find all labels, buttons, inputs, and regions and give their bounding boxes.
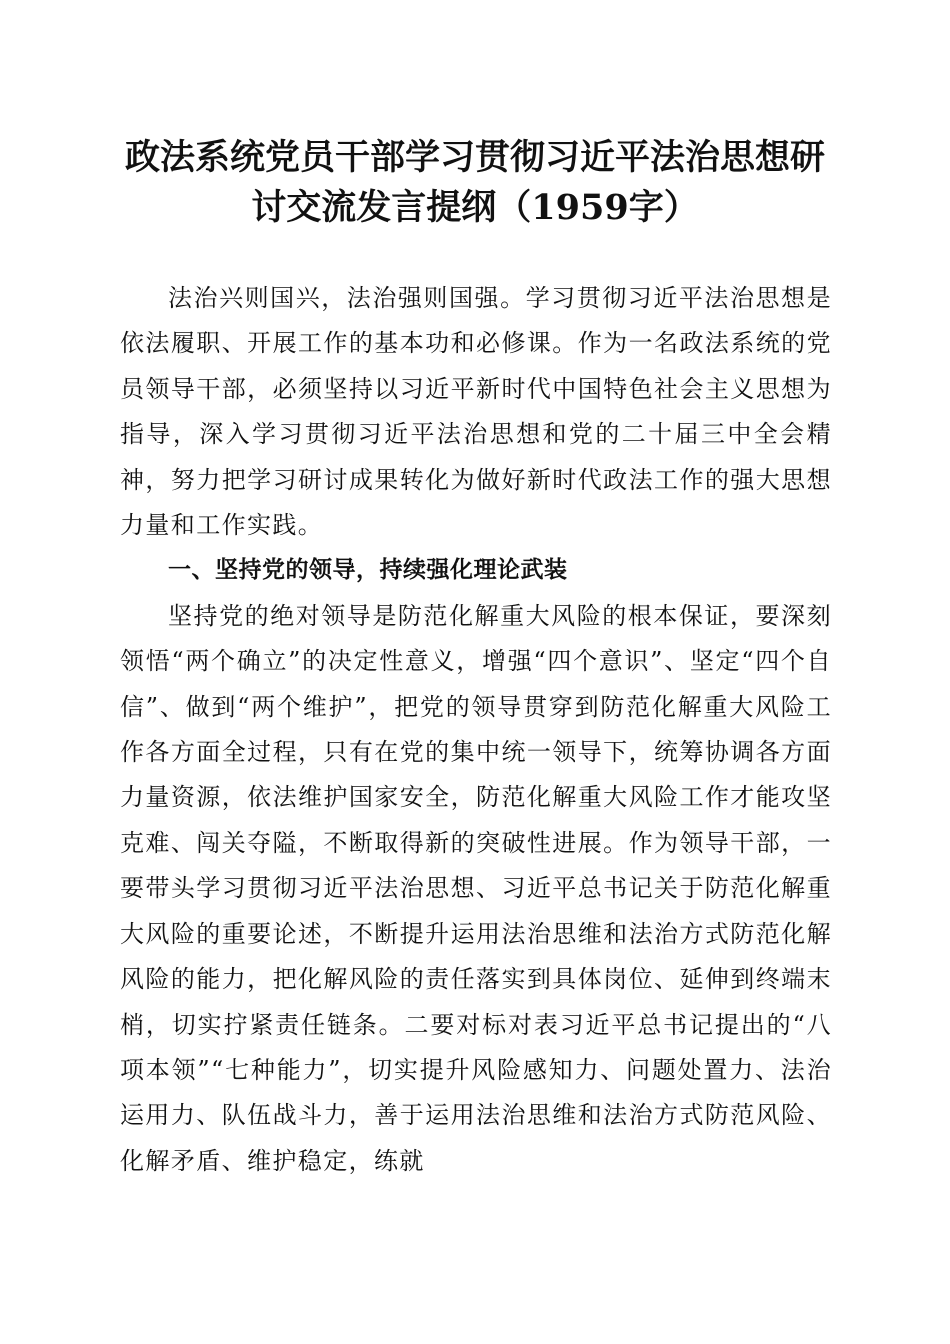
document-title — [100, 133, 850, 233]
intro-paragraph: 法治兴则国兴，法治强则国强。学习贯彻习近平法治思想是依法履职、开展工作的基本功和必修课。作为一名政法系统的党员领导干部，必须坚持以习近平新时代中国特色社会主义思想为指导，深入学习贯彻习近平法治思想和党的二十届三中全会精神，努力把学习研讨成果转化为做好新时代政法工作的强大思想力量和工作实践。 — [120, 284, 832, 540]
section-1-paragraph: 坚持党的绝对领导是防范化解重大风险的根本保证，要深刻领悟“两个确立”的决定性意义，增强“四个意识”、坚定“四个自信”、做到“两个维护”，把党的领导贯穿到防范化解重大风险工作各方面全过程，只有在党的集中统一领导下，统筹协调各方面力量资源，依法维护国家安全，防范化解重大风险工作才能攻坚克难、闯关夺隘，不断取得新的突破性进展。作为领导干部，一要带头学习贯彻习近平法治思想、习近平总书记关于防范化解重大风险的重要论述，不断提升运用法治思维和法治方式防范化解风险的能力，把化解风险的责任落实到具体岗位、延伸到终端末梢，切实拧紧责任链条。二要对标对表习近平总书记提出的“八项本领”“七种能力”，切实提升风险感知力、问题处置力、法治运用力、队伍战斗力，善于运用法治思维和法治方式防范风险、化解矛盾、维护稳定，练就 — [120, 601, 832, 1175]
document-body — [120, 276, 832, 1184]
title-line-1: 政法系统党员干部学习贯彻习近平法治思想研 — [124, 137, 825, 178]
section-heading-1: 一、坚持党的领导，持续强化理论武装 — [168, 557, 568, 584]
title-line-2: 讨交流发言提纲（1959字） — [251, 187, 699, 228]
